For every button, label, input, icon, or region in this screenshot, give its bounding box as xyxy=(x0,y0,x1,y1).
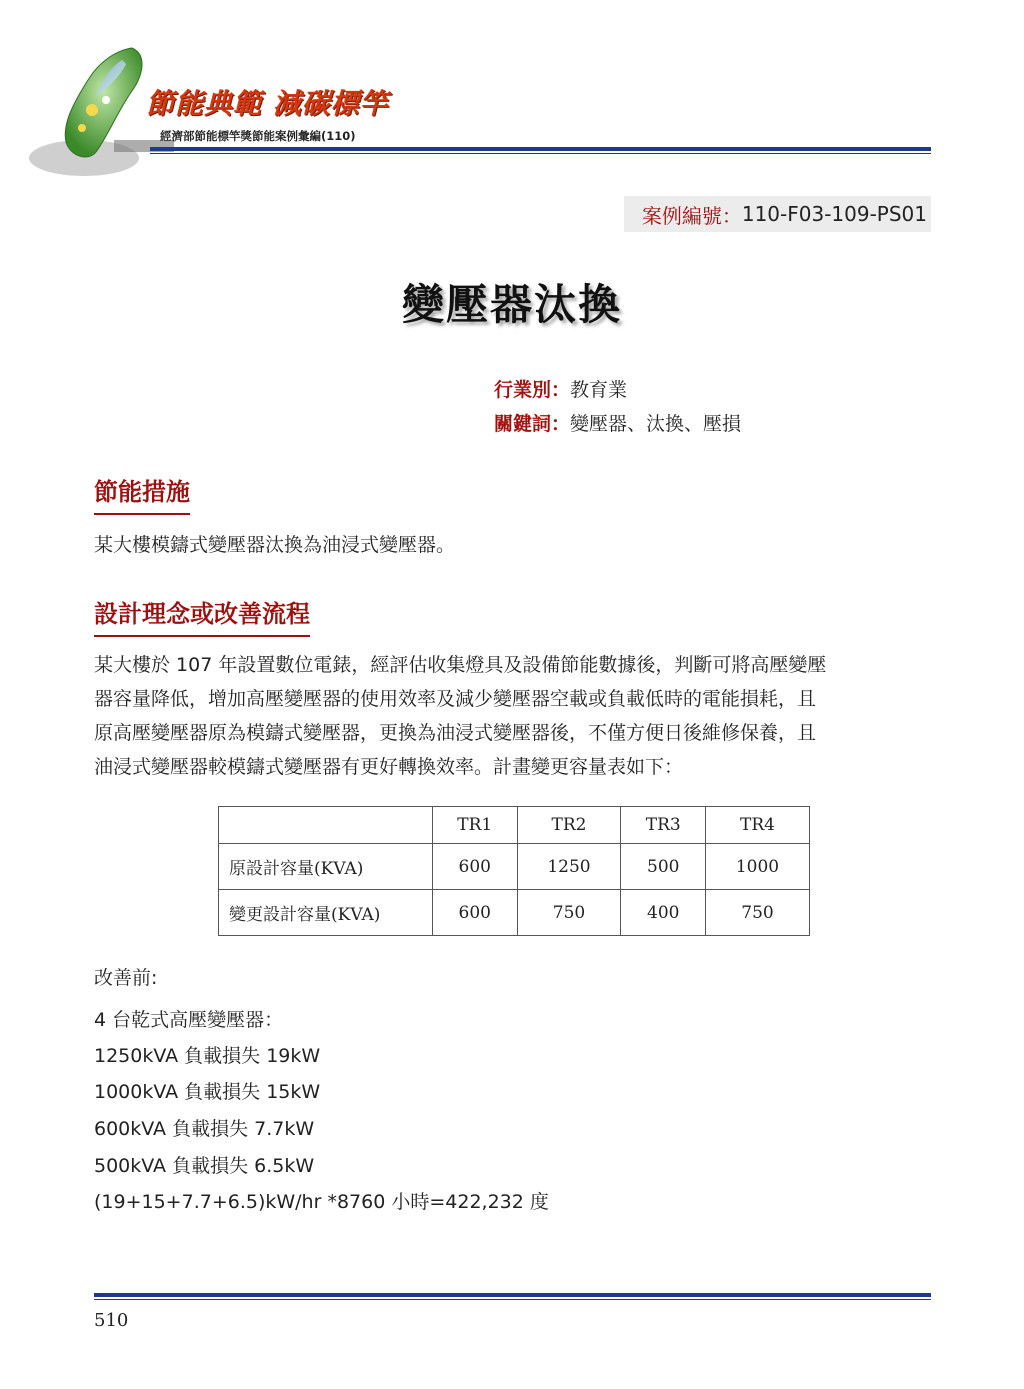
industry-line xyxy=(494,375,627,402)
table-row xyxy=(219,844,810,890)
page-number: 510 xyxy=(94,1310,129,1331)
table-header-cell: TR2 xyxy=(517,807,621,844)
table-header-cell: TR4 xyxy=(705,807,809,844)
industry-value: 教育業 xyxy=(570,379,628,401)
table-row xyxy=(219,890,810,936)
keywords-line xyxy=(494,409,741,436)
table-cell: 750 xyxy=(517,890,621,936)
footer-rule-thin xyxy=(94,1299,931,1300)
table-cell: 500 xyxy=(621,844,706,890)
measures-text: 某大樓模鑄式變壓器汰換為油浸式變壓器。 xyxy=(94,534,456,556)
table-header-row xyxy=(219,807,810,844)
design-line: 原高壓變壓器原為模鑄式變壓器，更換為油浸式變壓器後，不僅方便日後維修保養，且 xyxy=(94,722,817,744)
keywords-label: 關鍵詞： xyxy=(494,413,571,435)
capacity-table xyxy=(218,806,810,936)
case-number-box xyxy=(624,196,931,232)
before-line: 4 台乾式高壓變壓器： xyxy=(94,1009,284,1031)
section-heading-design: 設計理念或改善流程 xyxy=(94,594,310,637)
before-line: 1250kVA 負載損失 19kW xyxy=(94,1045,321,1067)
table-row-label: 變更設計容量(KVA) xyxy=(219,890,433,936)
table-header-cell: TR3 xyxy=(621,807,706,844)
before-line: 600kVA 負載損失 7.7kW xyxy=(94,1118,315,1140)
header-rule xyxy=(150,147,931,151)
table-cell: 750 xyxy=(705,890,809,936)
banner-title: 節能典範 減碳標竿 xyxy=(146,87,389,120)
case-number-value: 110-F03-109-PS01 xyxy=(741,202,927,226)
table-cell: 1000 xyxy=(705,844,809,890)
header-rule-thin xyxy=(150,153,931,154)
design-line: 器容量降低，增加高壓變壓器的使用效率及減少變壓器空載或負載低時的電能損耗，且 xyxy=(94,688,817,710)
design-paragraph xyxy=(94,648,934,784)
table-cell: 600 xyxy=(433,890,518,936)
design-line: 油浸式變壓器較模鑄式變壓器有更好轉換效率。計畫變更容量表如下： xyxy=(94,756,684,778)
before-line: (19+15+7.7+6.5)kW/hr *8760 小時=422,232 度 xyxy=(94,1191,549,1213)
design-line: 某大樓於 107 年設置數位電錶，經評估收集燈具及設備節能數據後，判斷可將高壓變壓 xyxy=(94,654,827,676)
table-header-cell xyxy=(219,807,433,844)
before-line: 500kVA 負載損失 6.5kW xyxy=(94,1155,315,1177)
section-heading-measures: 節能措施 xyxy=(94,472,190,515)
keywords-value: 變壓器、汰換、壓損 xyxy=(570,413,742,435)
table-header-cell: TR1 xyxy=(433,807,518,844)
industry-label: 行業別： xyxy=(494,379,571,401)
page-title: 變壓器汰換 xyxy=(401,280,622,329)
banner-subtitle: 經濟部節能標竿獎節能案例彙編(110) xyxy=(160,129,356,143)
table-cell: 1250 xyxy=(517,844,621,890)
table-cell: 400 xyxy=(621,890,706,936)
table-cell: 600 xyxy=(433,844,518,890)
footer-rule xyxy=(94,1293,931,1297)
before-line: 改善前: xyxy=(94,967,158,989)
table-row-label: 原設計容量(KVA) xyxy=(219,844,433,890)
before-line: 1000kVA 負載損失 15kW xyxy=(94,1081,321,1103)
case-number-label: 案例編號： xyxy=(641,203,742,228)
